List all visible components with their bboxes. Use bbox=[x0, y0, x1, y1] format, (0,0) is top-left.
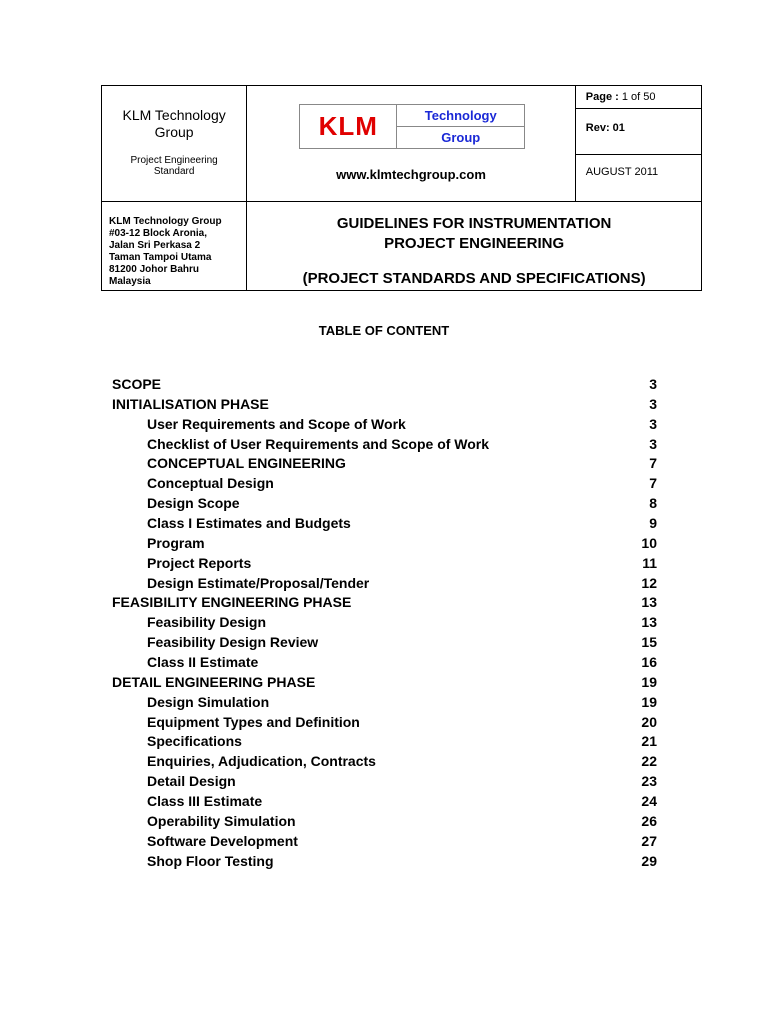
toc-entry bbox=[112, 374, 657, 394]
toc-entry bbox=[112, 553, 657, 573]
document-header-table bbox=[101, 85, 702, 291]
toc-entry bbox=[112, 414, 657, 434]
address-line: #03-12 Block Aronia, bbox=[109, 227, 208, 239]
toc-entry bbox=[112, 513, 657, 533]
address-line: Taman Tampoi Utama bbox=[109, 251, 212, 263]
document-title-line2: PROJECT ENGINEERING bbox=[384, 234, 565, 252]
toc-entry-title: Enquiries, Adjudication, Contracts bbox=[147, 753, 376, 770]
toc-entry-title: Checklist of User Requirements and Scope of Work bbox=[147, 435, 490, 452]
toc-entry-title: Feasibility Design Review bbox=[147, 634, 319, 651]
klm-logo bbox=[299, 104, 525, 149]
company-cell bbox=[102, 86, 247, 202]
toc-entry-title: Specifications bbox=[147, 733, 242, 750]
toc-entry-title: Software Development bbox=[147, 832, 298, 849]
toc-entry bbox=[112, 573, 657, 593]
toc-entry-page: 11 bbox=[642, 554, 657, 571]
toc-entry-title: Equipment Types and Definition bbox=[147, 713, 360, 730]
toc-entry bbox=[112, 632, 657, 652]
toc-entry bbox=[112, 493, 657, 513]
toc-entry-page: 13 bbox=[641, 614, 657, 631]
toc-entry-page: 16 bbox=[641, 654, 657, 671]
toc-entry-title: Class II Estimate bbox=[147, 654, 259, 671]
toc-heading: TABLE OF CONTENT bbox=[318, 323, 450, 338]
toc-entry-title: Project Reports bbox=[147, 554, 252, 571]
page-label: Page : bbox=[585, 91, 619, 103]
toc-entry-title: Operability Simulation bbox=[147, 812, 296, 829]
address-line: Jalan Sri Perkasa 2 bbox=[109, 239, 201, 251]
toc-entry bbox=[112, 831, 657, 851]
toc-entry-page: 27 bbox=[641, 832, 657, 849]
toc-entry-page: 19 bbox=[641, 673, 657, 690]
toc-entry-page: 3 bbox=[649, 376, 657, 392]
issue-date: AUGUST 2011 bbox=[585, 166, 659, 178]
toc-entry-title: User Requirements and Scope of Work bbox=[147, 415, 406, 432]
toc-entry bbox=[112, 751, 657, 771]
toc-entry bbox=[112, 533, 657, 553]
toc-entry-page: 29 bbox=[641, 852, 657, 869]
toc-entry bbox=[112, 394, 657, 414]
toc-entry-page: 3 bbox=[649, 435, 657, 452]
logo-klm-text: KLM bbox=[300, 105, 397, 148]
website-url: www.klmtechgroup.com bbox=[336, 167, 486, 182]
revision-cell bbox=[575, 86, 701, 202]
toc-entry-page: 7 bbox=[649, 455, 657, 472]
toc-entry-page: 26 bbox=[641, 812, 657, 829]
toc-entry-title: Class I Estimates and Budgets bbox=[147, 515, 351, 532]
document-title-line1: GUIDELINES FOR INSTRUMENTATION bbox=[336, 214, 612, 232]
page-number bbox=[576, 86, 701, 109]
toc-entry bbox=[112, 672, 657, 692]
toc-entry-page: 15 bbox=[641, 634, 657, 651]
toc-entry-title: Design Simulation bbox=[147, 693, 270, 710]
toc-entry-page: 21 bbox=[641, 733, 657, 750]
toc-entry-page: 23 bbox=[641, 773, 657, 790]
document-subtitle: (PROJECT STANDARDS AND SPECIFICATIONS) bbox=[302, 269, 646, 287]
toc-entry-page: 7 bbox=[649, 475, 657, 492]
document-title-cell bbox=[247, 201, 702, 290]
toc-entry-page: 22 bbox=[641, 753, 657, 770]
toc-entry-page: 9 bbox=[649, 515, 657, 532]
toc-entry-page: 8 bbox=[649, 495, 657, 512]
toc-entry-title: Design Estimate/Proposal/Tender bbox=[147, 574, 370, 591]
table-of-contents bbox=[112, 374, 657, 870]
toc-entry-title: Shop Floor Testing bbox=[147, 852, 274, 869]
logo-group-text: Group bbox=[441, 130, 481, 145]
toc-entry-title: Detail Design bbox=[147, 773, 236, 790]
address-cell bbox=[102, 201, 247, 290]
company-address bbox=[102, 202, 246, 288]
document-type bbox=[102, 155, 246, 177]
toc-entry-title: SCOPE bbox=[112, 376, 162, 392]
document-type-line2: Standard bbox=[153, 166, 195, 177]
toc-entry bbox=[112, 652, 657, 672]
toc-entry-title: Design Scope bbox=[147, 495, 240, 512]
toc-entry bbox=[112, 771, 657, 791]
company-name-line2: Group bbox=[154, 124, 194, 140]
revision: Rev: 01 bbox=[576, 109, 701, 155]
toc-entry bbox=[112, 851, 657, 871]
logo-technology-text: Technology bbox=[397, 105, 524, 127]
toc-entry-page: 19 bbox=[641, 693, 657, 710]
toc-entry bbox=[112, 453, 657, 473]
page-value: 1 of 50 bbox=[621, 91, 656, 103]
toc-entry-page: 3 bbox=[649, 395, 657, 412]
toc-entry bbox=[112, 731, 657, 751]
company-name-line1: KLM Technology bbox=[122, 107, 226, 123]
toc-entry-page: 24 bbox=[641, 793, 657, 810]
toc-entry-title: Conceptual Design bbox=[147, 475, 274, 492]
address-line: Malaysia bbox=[109, 275, 151, 287]
toc-entry-page: 13 bbox=[641, 594, 657, 611]
toc-entry-title: CONCEPTUAL ENGINEERING bbox=[147, 455, 346, 472]
toc-entry-title: DETAIL ENGINEERING PHASE bbox=[112, 673, 316, 690]
toc-entry-page: 12 bbox=[641, 574, 657, 591]
toc-entry-page: 10 bbox=[641, 534, 657, 551]
toc-entry bbox=[112, 473, 657, 493]
toc-entry bbox=[112, 712, 657, 732]
toc-entry bbox=[112, 434, 657, 454]
toc-entry bbox=[112, 791, 657, 811]
address-line: KLM Technology Group bbox=[109, 215, 222, 227]
toc-entry-title: Class III Estimate bbox=[147, 793, 263, 810]
toc-entry-title: FEASIBILITY ENGINEERING PHASE bbox=[112, 594, 352, 611]
toc-entry bbox=[112, 811, 657, 831]
toc-entry bbox=[112, 592, 657, 612]
company-name bbox=[102, 107, 246, 141]
toc-entry bbox=[112, 692, 657, 712]
toc-entry bbox=[112, 612, 657, 632]
toc-entry-title: Feasibility Design bbox=[147, 614, 267, 631]
document-type-line1: Project Engineering bbox=[130, 155, 218, 166]
toc-entry-title: Program bbox=[147, 534, 205, 551]
address-line: 81200 Johor Bahru bbox=[109, 263, 200, 275]
toc-entry-page: 20 bbox=[641, 713, 657, 730]
toc-entry-page: 3 bbox=[649, 415, 657, 432]
toc-entry-title: INITIALISATION PHASE bbox=[112, 395, 269, 412]
logo-cell bbox=[247, 86, 576, 202]
